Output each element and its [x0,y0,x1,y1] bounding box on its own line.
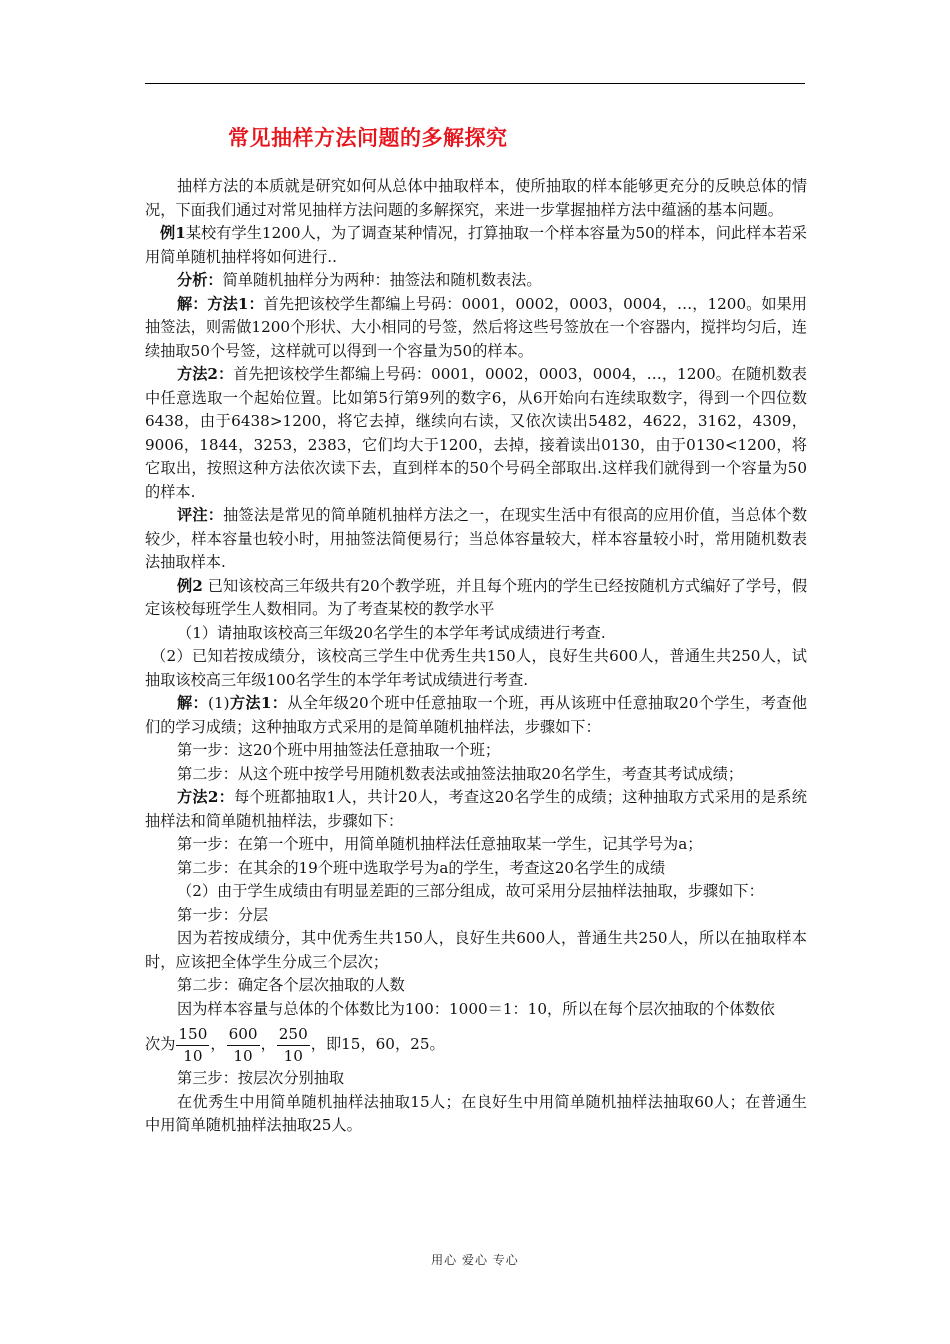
example-2-label: 例2 [177,576,203,595]
part-2-step-2: 第二步：确定各个层次抽取的人数 [177,976,405,994]
example-1-text: 某校有学生1200人，为了调查某种情况，打算抽取一个样本容量为50的样本，问此样本若采用简单随机抽样将如何进行.. [145,224,807,266]
solution-1-paragraph [145,293,807,364]
page-footer: 用心 爱心 专心 [431,1253,519,1267]
solution-method-2-label: 方法2： [177,365,234,383]
fraction-denominator: 10 [233,1046,253,1065]
part-2-step-3: 第三步：按层次分别抽取 [177,1069,345,1087]
method-1-step-2: 第二步：从这个班中按学号用随机数表法或抽签法抽取20名学生，考查其考试成绩； [177,764,744,783]
fraction-suffix: ，即15，60，25。 [310,1035,445,1053]
part-2-step-1: 第一步：分层 [177,905,269,924]
analysis-text: 简单随机抽样分为两种：抽签法和随机数表法。 [222,271,542,289]
question-2: （2）已知若按成绩分，该校高三学生中优秀生共150人，良好生共600人，普通生共250人，试抽取该校高三年级100名学生的本学年考试成绩进行考查. [145,647,807,689]
fraction-600-over-10 [227,1024,260,1067]
example-2-method-1 [145,692,807,739]
example-2-paragraph [145,575,807,622]
method-2-label: 方法2： [177,788,235,806]
question-1: （1）请抽取该校高三年级20名学生的本学年考试成绩进行考查. [177,623,606,642]
method-1-step-1: 第一步：这20个班中用抽签法任意抽取一个班； [177,741,501,759]
fraction-numerator: 150 [176,1024,209,1046]
example-2-text: 已知该校高三年级共有20个教学班，并且每个班内的学生已经按随机方式编好了学号，假定该校每班学生人数相同。为了考查某校的教学水平 [145,576,808,618]
fraction-denominator: 10 [283,1046,303,1065]
method-1-label: 方法1： [229,694,288,712]
page-title: 常见抽样方法问题的多解探究 [228,126,508,150]
intro-paragraph: 抽样方法的本质就是研究如何从总体中抽取样本，使所抽取的样本能够更充分的反映总体的情况，下面我们通过对常见抽样方法问题的多解探究，来进一步掌握抽样方法中蕴涵的基本问题。 [145,177,807,219]
part-2-step-1-text: 因为若按成绩分，其中优秀生共150人，良好生共600人，普通生共250人，所以在抽取样本时，应该把全体学生分成三个层次； [145,929,807,971]
example-2-method-2 [145,786,807,833]
header-rule [145,83,805,84]
example-1-paragraph [145,222,807,269]
example-1-label: 例1 [160,224,186,242]
comment-paragraph [145,504,807,575]
comment-label: 评注： [177,506,224,524]
fraction-separator: ， [210,1035,226,1053]
fraction-line [145,1021,807,1067]
part-1-marker: (1) [208,694,230,712]
fraction-prefix: 次为 [145,1035,176,1053]
part-2-step-3-text: 在优秀生中用简单随机抽样法抽取15人；在良好生中用简单随机抽样法抽取60人；在普通生中用简单随机抽样法抽取25人。 [145,1092,807,1134]
method-1-text: 从全年级20个班中任意抽取一个班，再从该班中任意抽取20个学生，考查他们的学习成绩；这种抽取方式采用的是简单随机抽样法，步骤如下： [145,694,808,736]
solution-method-1-text: 首先把该校学生都编上号码：0001，0002，0003，0004，…，1200。如果用抽签法，则需做1200个形状、大小相同的号签，然后将这些号签放在一个容器内，搅拌均匀后，连续抽取50个号签，这样就可以得到一个容量为50的样本。 [145,294,807,360]
method-2-step-1: 第一步：在第一个班中，用简单随机抽样法任意抽取某一学生，记其学号为a； [177,835,703,853]
part-2-paragraph: （2）由于学生成绩由有明显差距的三部分组成，故可采用分层抽样法抽取，步骤如下： [177,882,764,900]
analysis-paragraph [145,269,807,293]
document-body [145,175,807,1138]
comment-text: 抽签法是常见的简单随机抽样方法之一，在现实生活中有很高的应用价值，当总体个数较少，样本容量也较小时，用抽签法简便易行；当总体容量较大，样本容量较小时，常用随机数表法抽取样本. [145,506,808,571]
fraction-250-over-10 [277,1024,310,1067]
fraction-numerator: 250 [277,1024,310,1046]
solution-method-1-label: 解：方法1： [177,294,264,313]
fraction-numerator: 600 [227,1024,260,1046]
solution-2-paragraph [145,363,807,504]
fraction-denominator: 10 [183,1046,203,1065]
part-2-step-2-text: 因为样本容量与总体的个体数比为100：1000＝1：10，所以在每个层次抽取的个体数依 [177,999,775,1018]
solution-label: 解： [177,694,209,712]
method-2-step-2: 第二步：在其余的19个班中选取学号为a的学生，考查这20名学生的成绩 [177,858,666,877]
solution-method-2-text: 首先把该校学生都编上号码：0001，0002，0003，0004，…，1200。在随机数表中任意选取一个起始位置。比如第5行第9列的数字6，从6开始向右连续取数字，得到一个四位数6438，由于6438>1200，将它去掉，继续向右读，又依次读出5482，4622，3162，4309，9006，1844，3253，2383，它们均大于1200，去掉，接着读出0130，由于0130<1200，将它取出，按照这种方法依次读下去，直到样本的50个号码全部取出.这样我们就得到一个容量为50的样本. [145,365,807,501]
method-2-text: 每个班都抽取1人，共计20人，考查这20名学生的成绩；这种抽取方式采用的是系统抽样法和简单随机抽样法，步骤如下： [145,788,807,830]
fraction-separator: ， [260,1035,276,1053]
fraction-150-over-10 [176,1024,209,1067]
analysis-label: 分析： [177,271,223,289]
